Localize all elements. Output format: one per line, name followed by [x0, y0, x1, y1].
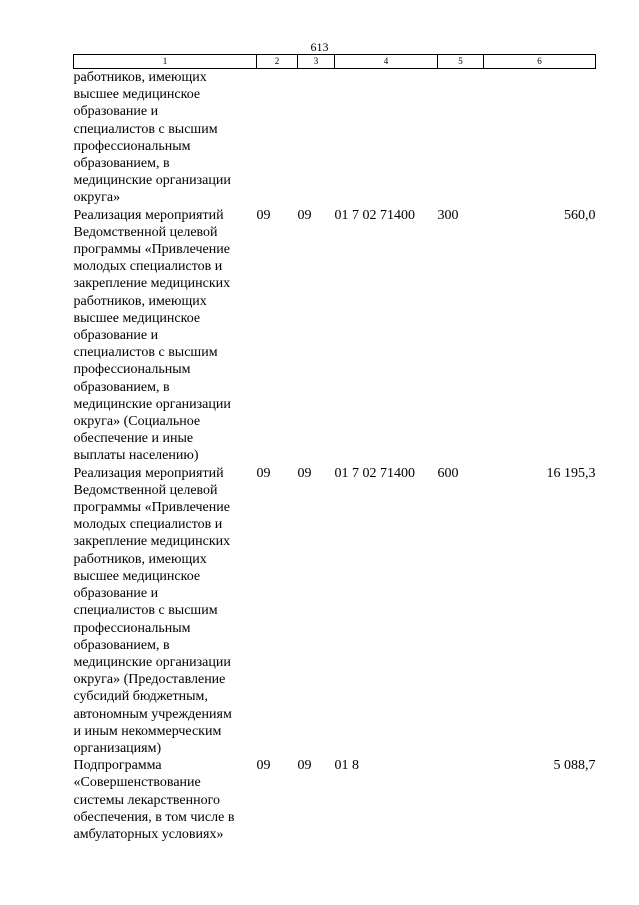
column-header-5: 5 — [438, 55, 484, 69]
page-number: 613 — [310, 40, 329, 54]
row-section: 09 — [256, 758, 271, 774]
column-header-4: 4 — [335, 55, 438, 69]
table-row — [74, 69, 596, 207]
row-subsection: 09 — [297, 758, 312, 774]
budget-table — [73, 54, 596, 843]
row-target-code: 01 8 — [334, 758, 359, 774]
column-header-1: 1 — [74, 55, 257, 69]
row-target-code — [335, 69, 438, 207]
row-description: работников, имеющих высшее медицинское образование и специалистов с высшим профессиональным образованием, в медицинские организации округа» — [73, 70, 231, 206]
row-target-code: 01 7 02 71400 — [334, 465, 415, 481]
table-row — [74, 757, 596, 843]
row-description: Реализация мероприятий Ведомственной целевой программы «Привлечение молодых специалистов и закрепление медицинских работников, имеющих высшее медицинское образование и специалистов с высшим профессиональным образованием, в медицинские организации округа» (Предоставление субсидий бюджетным, автономным учреждениям и иным некоммерческим организациям) — [73, 465, 232, 756]
table-row — [74, 207, 596, 465]
column-number-row — [74, 55, 596, 69]
row-amount: 5 088,7 — [553, 758, 596, 774]
table-row — [74, 465, 596, 757]
row-target-code: 01 7 02 71400 — [334, 207, 415, 223]
row-expense-type: 600 — [437, 465, 459, 481]
row-description: Реализация мероприятий Ведомственной целевой программы «Привлечение молодых специалистов и закрепление медицинских работников, имеющих высшее медицинское образование и специалистов с высшим профессиональным образованием, в медицинские организации округа» (Социальное обеспечение и иные выплаты населению) — [73, 207, 231, 464]
row-section — [257, 69, 298, 207]
row-subsection — [298, 69, 335, 207]
row-section: 09 — [256, 207, 271, 223]
row-amount: 560,0 — [564, 207, 596, 223]
row-amount — [484, 69, 596, 207]
row-expense-type — [438, 69, 484, 207]
row-amount: 16 195,3 — [546, 465, 596, 481]
row-section: 09 — [256, 465, 271, 481]
column-header-6: 6 — [484, 55, 596, 69]
row-expense-type: 300 — [437, 207, 459, 223]
column-header-3: 3 — [298, 55, 335, 69]
row-expense-type — [438, 757, 484, 843]
row-description: Подпрограмма «Совершенствование системы лекарственного обеспечения, в том числе в амбулаторных условиях» — [73, 758, 235, 842]
column-header-2: 2 — [257, 55, 298, 69]
row-subsection: 09 — [297, 207, 312, 223]
row-subsection: 09 — [297, 465, 312, 481]
